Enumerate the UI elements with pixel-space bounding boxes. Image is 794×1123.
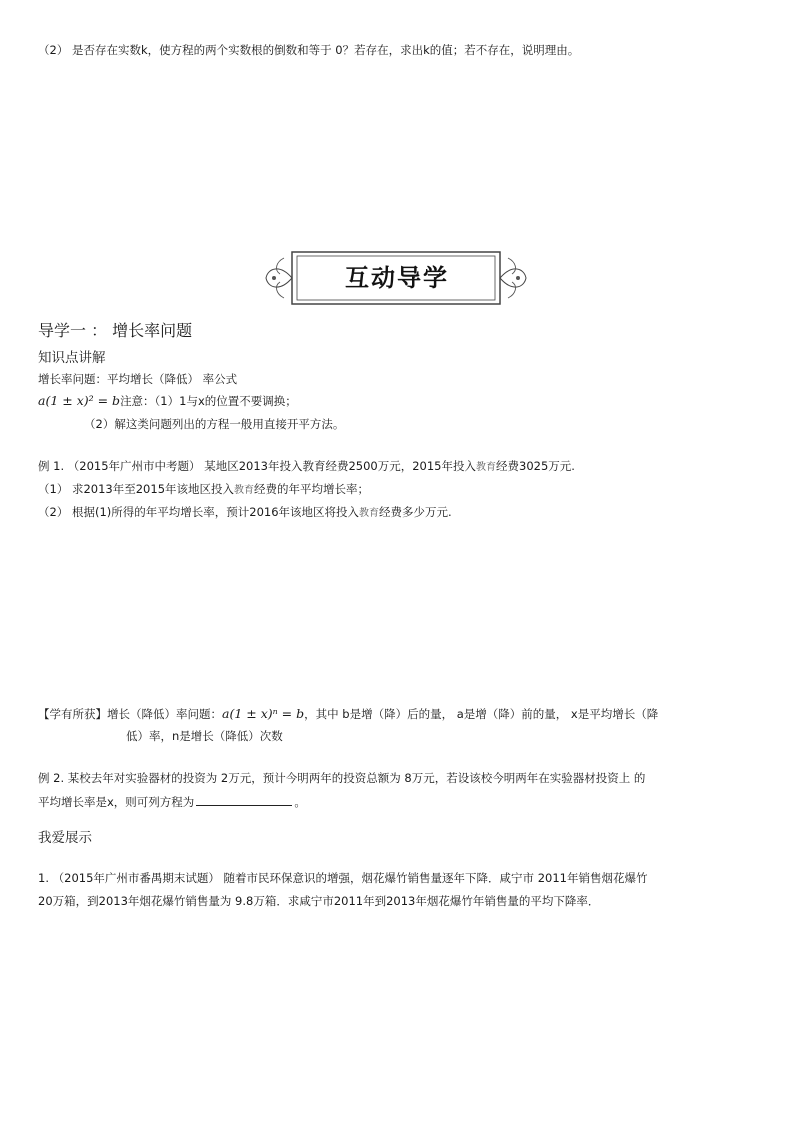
answer-blank[interactable]	[196, 793, 292, 806]
section-title: 导学一 ： 增长率问题	[38, 321, 193, 340]
example-1-part-1	[38, 481, 369, 497]
note-line-1	[38, 390, 297, 409]
question-2: （2） 是否存在实数k，使方程的两个实数根的倒数和等于 0？若存在，求出k的值；若不存在，说明理由。	[38, 43, 580, 57]
example-1-text: 例 1. （2015年广州市中考题） 某地区2013年投入教育经费2500万元，2015年投入	[38, 459, 477, 473]
gain-line-2: 低）率，n是增长（降低）次数	[126, 729, 283, 743]
part-2-text-end: 经费多少万元.	[379, 505, 452, 519]
problem-1-line-1: 1. （2015年广州市番禺期末试题） 随着市民环保意识的增强，烟花爆竹销售量逐年下降．咸宁市 2011年销售烟花爆竹	[38, 871, 648, 885]
example-1-word: 教育	[476, 462, 497, 473]
example-2-line-1: 例 2. 某校去年对实验器材的投资为 2万元，预计今明两年的投资总额为 8万元，若设该校今明两年在实验器材投资上 的	[38, 771, 646, 785]
part-1-text: （1） 求2013年至2015年该地区投入	[38, 482, 235, 496]
part-2-word: 教育	[359, 508, 380, 519]
problem-1-line-2: 20万箱，到2013年烟花爆竹销售量为 9.8万箱．求咸宁市2011年到2013年烟花爆竹年销售量的平均下降率．	[38, 894, 600, 908]
example-1-part-2	[38, 504, 452, 520]
part-2-text: （2） 根据(1)所得的年平均增长率，预计2016年该地区将投入	[38, 505, 360, 519]
formula-growth-n: a(1 ± x)ⁿ = b	[222, 706, 305, 721]
part-1-text-end: 经费的年平均增长率；	[254, 482, 370, 496]
knowledge-title: 知识点讲解	[38, 350, 106, 366]
example-2-line-2	[38, 793, 306, 810]
example-1	[38, 458, 575, 474]
banner-title: 互动导学	[345, 263, 449, 292]
part-1-word: 教育	[234, 485, 255, 496]
example-2-end: 。	[294, 795, 306, 809]
growth-formula-label: 增长率问题：平均增长（降低） 率公式	[38, 372, 238, 386]
gain-text: ，其中 b是增（降）后的量， a是增（降）前的量， x是平均增长（降	[304, 707, 659, 721]
note-2: （2）解这类问题列出的方程一般用直接开平方法。	[84, 417, 345, 431]
show-title: 我爱展示	[38, 830, 92, 846]
gain-label: 【学有所获】增长（降低）率问题：	[38, 707, 222, 721]
example-2-text: 平均增长率是x，则可列方程为	[38, 795, 195, 809]
gain-line-1	[38, 706, 658, 722]
formula-growth: a(1 ± x)² = b	[38, 393, 121, 408]
note-1: 注意：（1）1与x的位置不要调换；	[120, 394, 297, 408]
example-1-text-end: 经费3025万元.	[496, 459, 575, 473]
